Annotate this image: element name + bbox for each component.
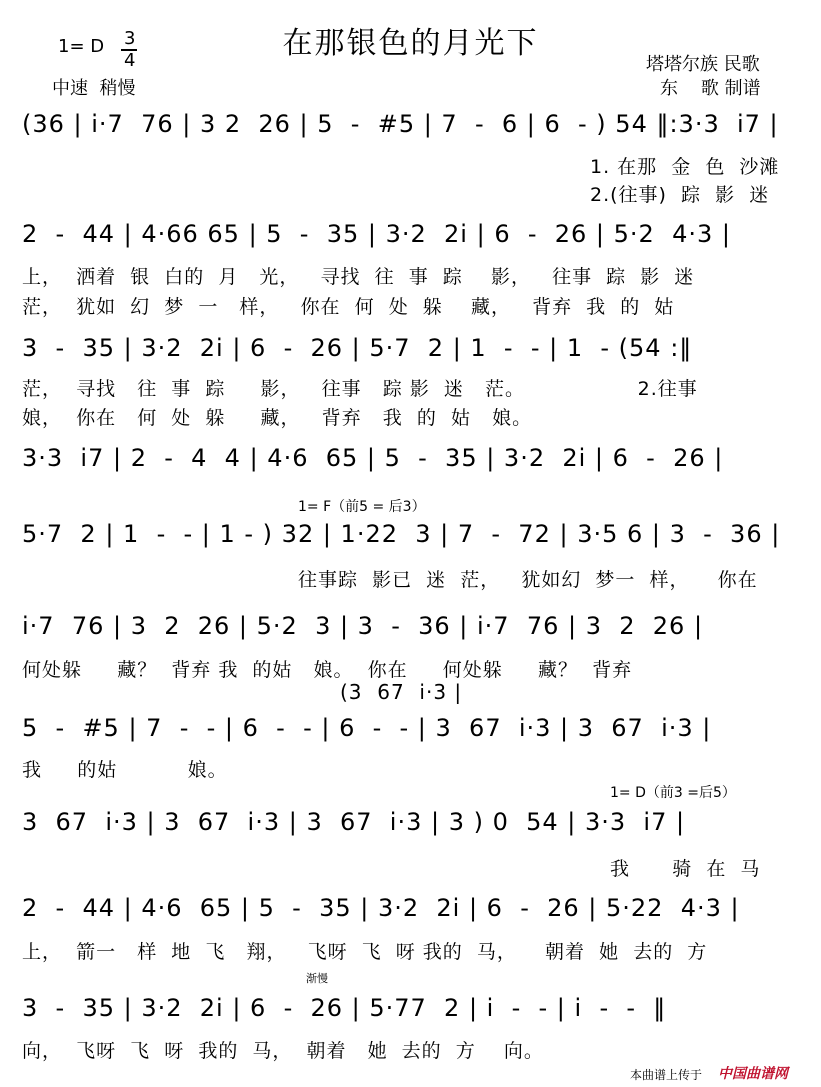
lyrics-line-7: 我 的姑 娘。 [22, 759, 228, 781]
lyrics-line-8: 我 骑 在 马 [610, 858, 761, 880]
lyrics-line-2-verse-2: 茫， 犹如 幻 梦 一 样， 你在 何 处 躲 藏， 背弃 我 的 姑 [22, 296, 675, 318]
notation-line-10: 3 - 35 | 3·2 2i | 6 - 26 | 5·77 2 | i - - | i - - ‖ [22, 994, 667, 1022]
key-change-d: 1= D（前3 =后5） [610, 785, 736, 801]
site-logo: 中国曲谱网 [718, 1066, 788, 1082]
notation-line-7: 5 - #5 | 7 - - | 6 - - | 6 - - | 3 67 i·3 | 3 67 i·3 | [22, 714, 712, 742]
tempo-change-marking: 渐慢 [306, 972, 328, 985]
lyrics-line-1-verse-1: 1. 在那 金 色 沙滩 [590, 156, 780, 178]
time-signature-num: 3 [124, 28, 136, 49]
notation-line-5: 5·7 2 | 1 - - | 1 - ) 32 | 1·22 3 | 7 - 72 | 3·5 6 | 3 - 36 | [22, 520, 781, 548]
song-origin: 塔塔尔族 民歌 [646, 54, 760, 75]
notation-line-4: 3·3 i7 | 2 - 4 4 | 4·6 65 | 5 - 35 | 3·2 2i | 6 - 26 | [22, 444, 724, 472]
lyrics-line-10: 向， 飞呀 飞 呀 我的 马， 朝着 她 去的 方 向。 [22, 1040, 544, 1062]
lyrics-line-3-verse-2: 娘， 你在 何 处 躲 藏， 背弃 我 的 姑 娘。 [22, 407, 533, 429]
upload-credit: 本曲谱上传于 [630, 1068, 703, 1082]
key-change-f: 1= F（前5 = 后3） [298, 499, 426, 515]
lyrics-line-6: 何处躲 藏？ 背弃 我 的姑 娘。 你在 何处躲 藏？ 背弃 [22, 659, 633, 681]
arranger: 东 歌 制谱 [660, 78, 761, 99]
notation-line-1: (36 | i·7 76 | 3 2 26 | 5 - #5 | 7 - 6 | 6 - ) 54 ‖:3·3 i7 | [22, 110, 779, 138]
notation-line-9: 2 - 44 | 4·6 65 | 5 - 35 | 3·2 2i | 6 - 26 | 5·22 4·3 | [22, 894, 740, 922]
key-signature: 1= D [58, 36, 105, 57]
accompaniment-line-7: (3 67 i·3 | [340, 680, 463, 704]
lyrics-line-2-verse-1: 上， 洒着 银 白的 月 光， 寻找 往 事 踪 影， 往事 踪 影 迷 [22, 266, 695, 288]
time-signature-den: 4 [124, 50, 136, 71]
notation-line-2: 2 - 44 | 4·66 65 | 5 - 35 | 3·2 2i | 6 - 26 | 5·2 4·3 | [22, 220, 731, 248]
lyrics-line-3-verse-1: 茫， 寻找 往 事 踪 影， 往事 踪 影 迷 茫。 2.往事 [22, 378, 698, 400]
lyrics-line-9: 上， 箭一 样 地 飞 翔， 飞呀 飞 呀 我的 马， 朝着 她 去的 方 [22, 941, 708, 963]
notation-line-6: i·7 76 | 3 2 26 | 5·2 3 | 3 - 36 | i·7 76 | 3 2 26 | [22, 612, 704, 640]
lyrics-line-1-verse-2: 2.(往事) 踪 影 迷 [590, 184, 770, 206]
tempo-marking: 中速 稍慢 [52, 78, 136, 99]
notation-line-3: 3 - 35 | 3·2 2i | 6 - 26 | 5·7 2 | 1 - - | 1 - (54 :‖ [22, 334, 693, 362]
lyrics-line-5: 往事踪 影已 迷 茫， 犹如幻 梦一 样， 你在 [298, 569, 758, 591]
notation-line-8: 3 67 i·3 | 3 67 i·3 | 3 67 i·3 | 3 ) 0 54 | 3·3 i7 | [22, 808, 686, 836]
page-title: 在那银色的月光下 [282, 26, 539, 61]
